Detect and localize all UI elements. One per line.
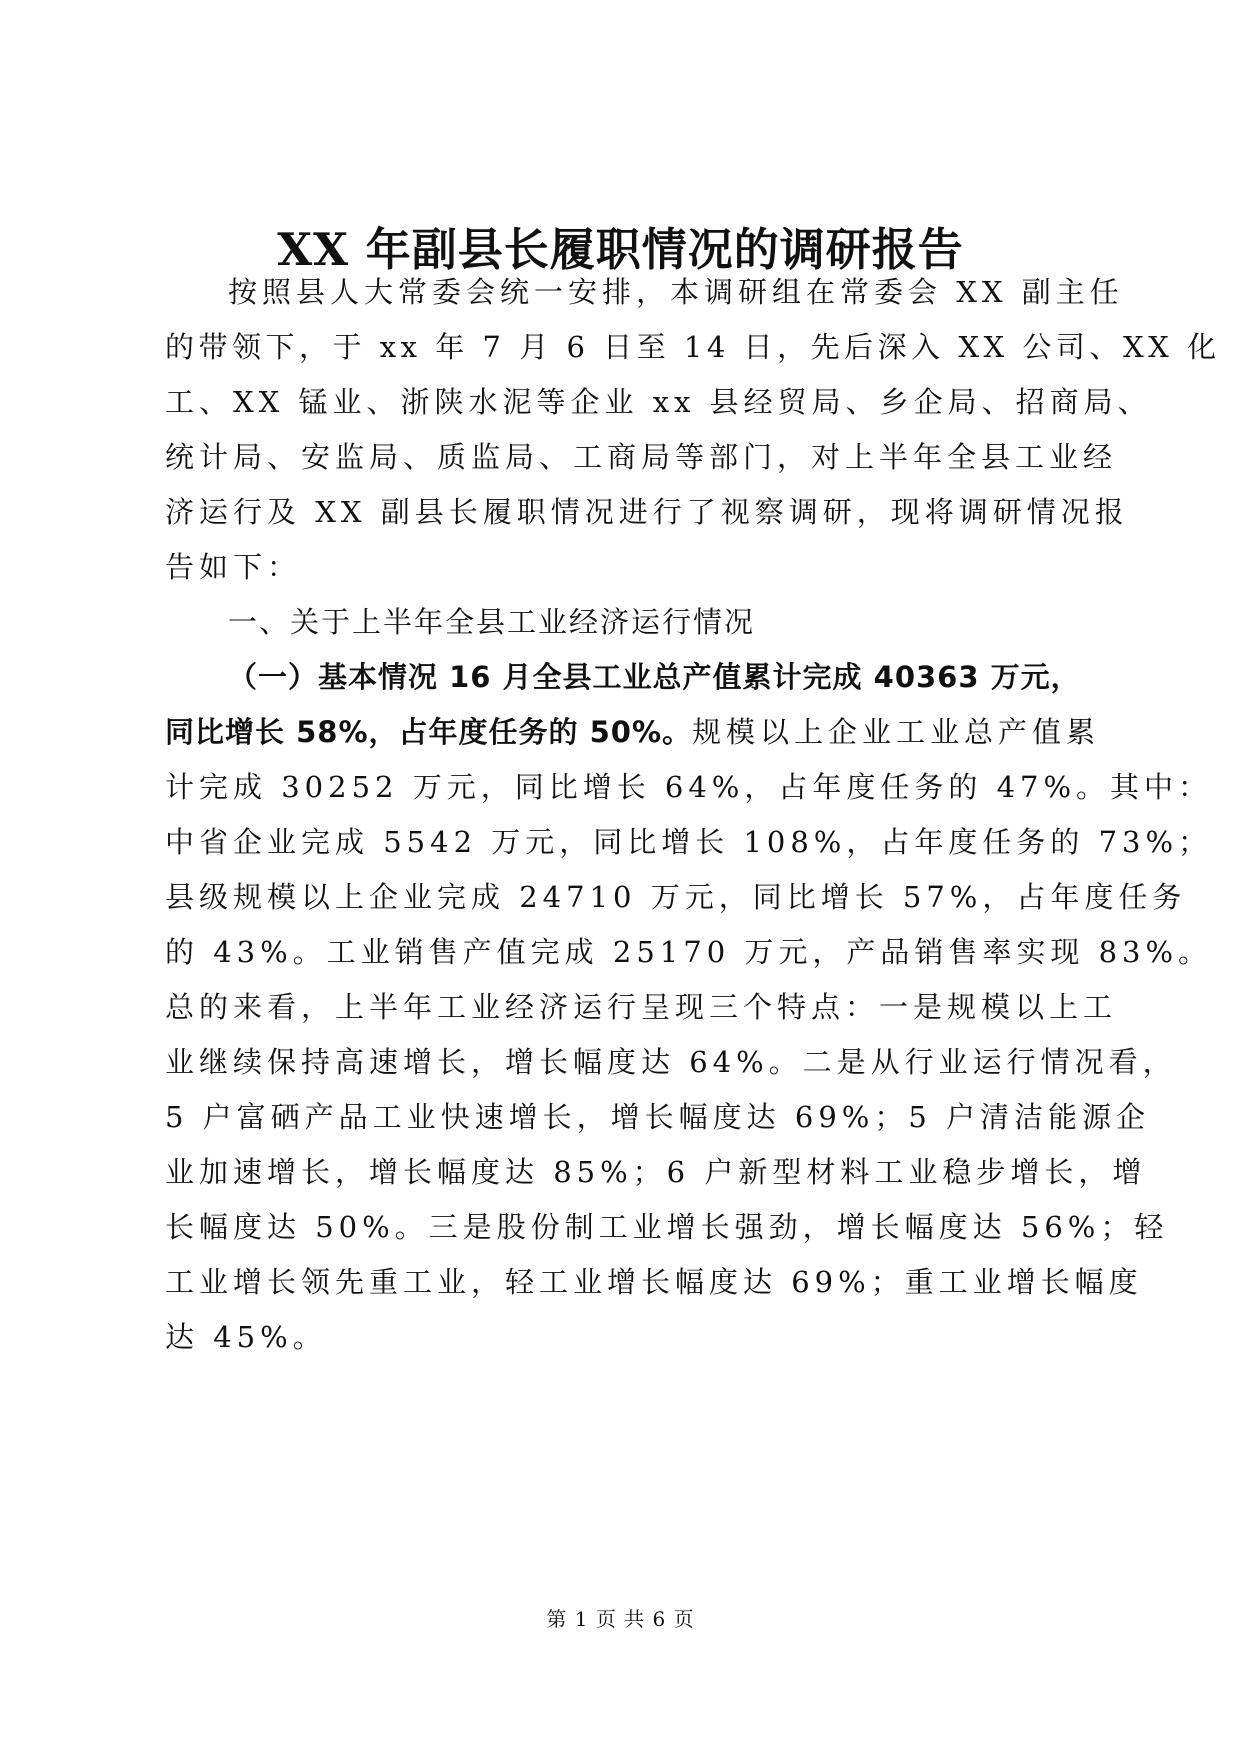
paragraph-line: 按照县人大常委会统一安排，本调研组在常委会 XX 副主任 xyxy=(228,275,1124,309)
paragraph-line: 县级规模以上企业完成 24710 万元，同比增长 57%，占年度任务 xyxy=(165,880,1187,914)
paragraph-line xyxy=(165,712,1100,752)
paragraph-line: 计完成 30252 万元，同比增长 64%，占年度任务的 47%。其中： xyxy=(165,770,1213,804)
bold-lead-text: 同比增长 58%，占年度任务的 50%。 xyxy=(165,715,693,749)
paragraph-line: 的带领下，于 xx 年 7 月 6 日至 14 日，先后深入 XX 公司、XX 化 xyxy=(165,330,1221,364)
paragraph-line: 工、XX 锰业、浙陕水泥等企业 xx 县经贸局、乡企局、招商局、 xyxy=(165,385,1152,419)
document-title: XX 年副县长履职情况的调研报告 xyxy=(277,223,964,276)
paragraph-line: 总的来看，上半年工业经济运行呈现三个特点：一是规模以上工 xyxy=(165,990,1118,1024)
paragraph-line: 业继续保持高速增长，增长幅度达 64%。二是从行业运行情况看， xyxy=(165,1045,1177,1079)
paragraph-line: 统计局、安监局、质监局、工商局等部门，对上半年全县工业经 xyxy=(165,440,1118,474)
paragraph-line: 中省企业完成 5542 万元，同比增长 108%，占年度任务的 73%； xyxy=(165,825,1213,859)
paragraph-line: 达 45%。 xyxy=(165,1320,327,1354)
paragraph-line: 5 户富硒产品工业快速增长，增长幅度达 69%；5 户清洁能源企 xyxy=(165,1100,1151,1134)
section-heading: 一、关于上半年全县工业经济运行情况 xyxy=(228,605,756,639)
paragraph-line: 济运行及 XX 副县长履职情况进行了视察调研，现将调研情况报 xyxy=(165,495,1129,529)
paragraph-text: 规模以上企业工业总产值累 xyxy=(692,715,1101,749)
paragraph-line: 长幅度达 50%。三是股份制工业增长强劲，增长幅度达 56%；轻 xyxy=(165,1210,1169,1244)
paragraph-line: 业加速增长，增长幅度达 85%；6 户新型材料工业稳步增长，增 xyxy=(165,1155,1147,1189)
bold-lead-line: （一）基本情况 16 月全县工业总产值累计完成 40363 万元， xyxy=(228,660,1081,694)
paragraph-line: 的 43%。工业销售产值完成 25170 万元，产品销售率实现 83%。 xyxy=(165,935,1213,969)
paragraph-line: 告如下： xyxy=(165,550,302,584)
paragraph-line: 工业增长领先重工业，轻工业增长幅度达 69%；重工业增长幅度 xyxy=(165,1265,1143,1299)
page-footer: 第 1 页 共 6 页 xyxy=(546,1607,695,1631)
